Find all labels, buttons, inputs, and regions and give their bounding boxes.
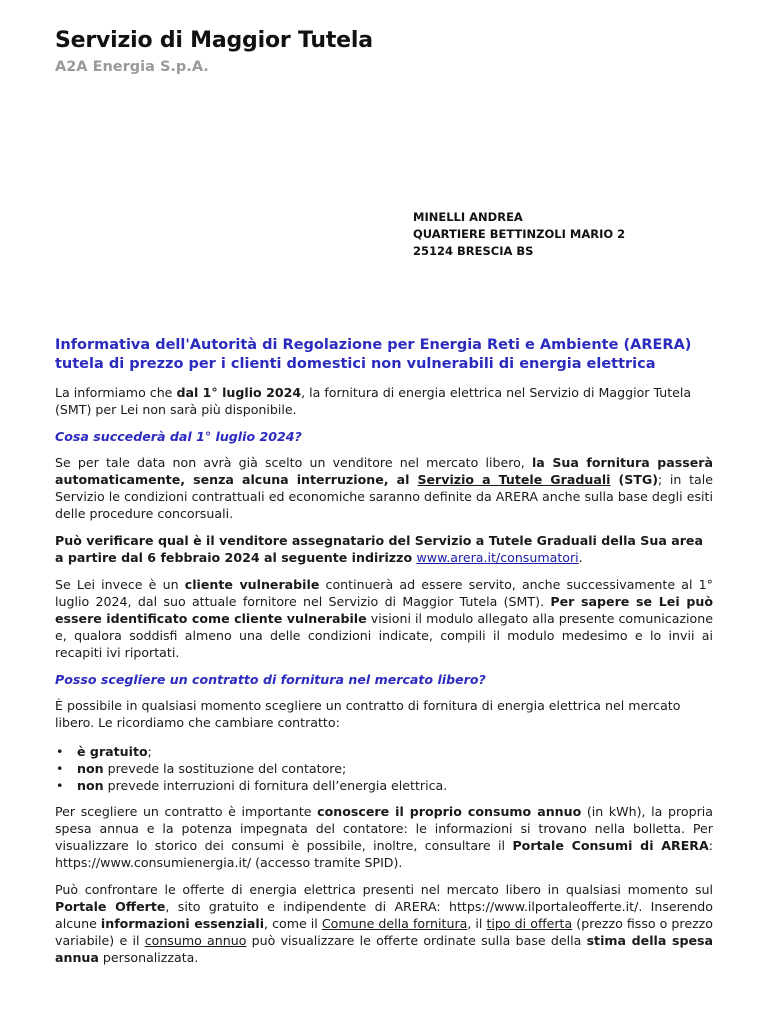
bold-text: non — [77, 778, 104, 793]
underlined-text: consumo annuo — [144, 933, 247, 948]
text: ; in tale Servizio le condizioni contrattuali ed economiche saranno definite da ARERA anche sulla base degli esiti delle procedure concorsuali. — [55, 472, 713, 521]
bold-text: è gratuito — [77, 744, 148, 759]
text: (in kWh), la propria spesa annua e la potenza impegnata del contatore: le informazioni si trovano nella bolletta. Per visualizzare lo storico dei consumi è possibile, inoltre, consultare il — [55, 804, 713, 853]
recipient-street: QUARTIERE BETTINZOLI MARIO 2 — [413, 227, 626, 241]
company-name: A2A Energia S.p.A. — [55, 59, 209, 75]
bullet-list — [55, 743, 713, 794]
text: Per scegliere un contratto è importante — [55, 804, 318, 819]
text: : https://www.consumienergia.it/ (accesso tramite SPID). — [55, 838, 713, 870]
list-item — [55, 743, 713, 760]
text: Se per tale data non avrà già scelto un venditore nel mercato libero, — [55, 455, 532, 470]
bold-text: non — [77, 761, 104, 776]
paragraph-offers — [55, 881, 713, 966]
paragraph-stg — [55, 454, 713, 522]
text: La informiamo che — [55, 385, 177, 400]
question-1: Cosa succederà dal 1° luglio 2024? — [55, 429, 302, 444]
underlined-text: tipo di offerta — [486, 916, 573, 931]
paragraph-free-market: È possibile in qualsiasi momento scegliere un contratto di fornitura di energia elettrica nel mercato libero. Le ricordiamo che cambiare contratto: — [55, 698, 681, 730]
paragraph-verify — [55, 532, 713, 566]
recipient-name: MINELLI ANDREA — [413, 210, 523, 224]
question-2: Posso scegliere un contratto di fornitura nel mercato libero? — [55, 672, 486, 687]
list-item — [55, 777, 713, 794]
bold-text: stima della spesa annua — [55, 933, 713, 965]
stg-underlined: Servizio a Tutele Graduali — [417, 472, 611, 487]
letter-heading: Informativa dell'Autorità di Regolazione per Energia Reti e Ambiente (ARERA) tutela di prezzo per i clienti domestici non vulnerabili di energia elettrica — [55, 337, 692, 372]
arera-consumatori-link[interactable]: www.arera.it/consumatori — [416, 550, 579, 565]
bold-text: Può verificare qual è il venditore assegnatario del Servizio a Tutele Graduali della Sua area a partire dal 6 febbraio 2024 al seguente indirizzo — [55, 533, 703, 565]
text: , la fornitura di energia elettrica nel Servizio di Maggior Tutela (SMT) per Lei non sarà più disponibile. — [55, 385, 692, 417]
bold-text: dal 1° luglio 2024 — [176, 385, 302, 400]
bold-text: la Sua fornitura passerà automaticamente, senza alcuna interruzione, al — [55, 455, 713, 487]
text: Se Lei invece è un — [55, 577, 185, 592]
text: visioni il modulo allegato alla presente comunicazione e, qualora soddisfi almeno una delle condizioni indicate, compili il modulo medesimo e lo invii ai recapiti ivi riportati. — [55, 611, 713, 660]
recipient-city: 25124 BRESCIA BS — [413, 244, 534, 258]
paragraph-vulnerable — [55, 576, 713, 661]
text: . — [578, 550, 583, 565]
text: , il — [467, 916, 487, 931]
company-header — [55, 28, 373, 75]
text: continuerà ad essere servito, anche successivamente al 1° luglio 2024, dal suo attuale fornitore nel Servizio di Maggior Tutela (SMT). — [55, 577, 713, 609]
text: (prezzo fisso o prezzo variabile) e il — [55, 916, 714, 948]
text: , come il — [264, 916, 322, 931]
bold-text: conoscere il proprio consumo annuo — [317, 804, 582, 819]
recipient-address — [413, 209, 625, 260]
text: prevede la sostituzione del contatore; — [103, 761, 347, 776]
service-title: Servizio di Maggior Tutela — [55, 28, 373, 53]
list-item — [55, 760, 713, 777]
text: , sito gratuito e indipendente di ARERA: https://www.ilportaleofferte.it/. Inserendo alcune — [55, 899, 713, 931]
underlined-text: Comune della fornitura — [321, 916, 468, 931]
text: Può confrontare le offerte di energia elettrica presenti nel mercato libero in qualsiasi momento sul — [55, 882, 713, 897]
letter-body — [55, 336, 713, 976]
bold-text: Per sapere se Lei può essere identificato come cliente vulnerabile — [55, 594, 713, 626]
bold-text: informazioni essenziali — [100, 916, 265, 931]
text: può visualizzare le offerte ordinate sulla base della — [246, 933, 587, 948]
bold-text: cliente vulnerabile — [184, 577, 320, 592]
bold-text: (STG) — [610, 472, 659, 487]
text: personalizzata. — [98, 950, 199, 965]
text: ; — [147, 744, 152, 759]
bold-text: Portale Offerte — [55, 899, 166, 914]
paragraph-intro — [55, 384, 713, 418]
bold-text: Portale Consumi di ARERA — [512, 838, 709, 853]
text: prevede interruzioni di fornitura dell’energia elettrica. — [103, 778, 448, 793]
paragraph-consumption — [55, 803, 713, 871]
